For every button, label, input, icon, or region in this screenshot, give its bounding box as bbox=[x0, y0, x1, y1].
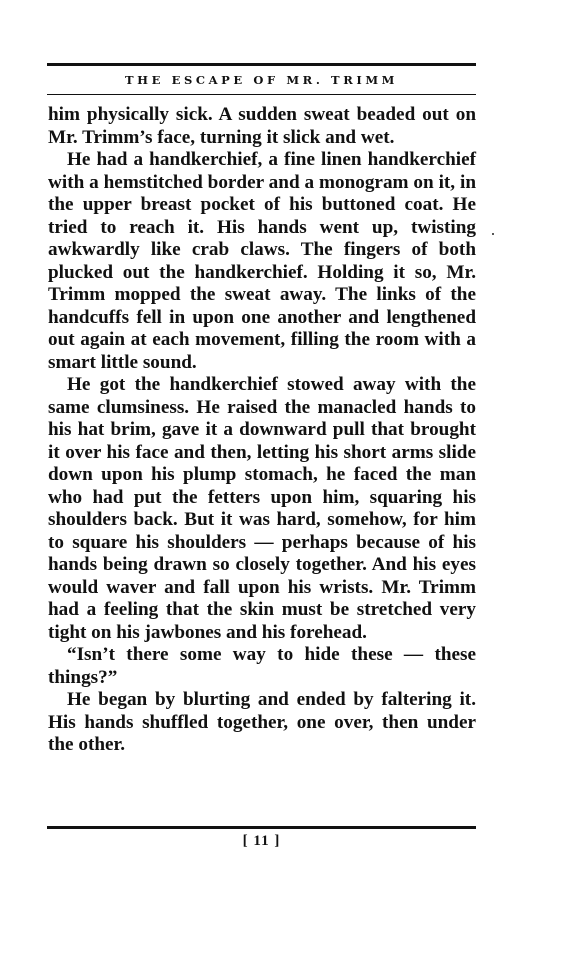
footer-rule bbox=[47, 826, 476, 829]
print-speck bbox=[492, 233, 494, 235]
paragraph-dialogue: “Isn’t there some way to hide these — these things?” bbox=[48, 644, 476, 688]
running-head: THE ESCAPE OF MR. TRIMM bbox=[125, 73, 398, 87]
paragraph: He had a handkerchief, a fine linen handkerchief with a hemstitched border and a monogram on it, in the upper breast pocket of his buttoned coat. He tried to reach it. His hands went up, twisting awkwardly like crab claws. The fingers of both plucked out the handkerchief. Holding it so, Mr. Trimm mopped the sweat away. The links of the handcuffs fell in upon one another and lengthened out again at each movement, filling the room with a smart little sound. bbox=[48, 149, 476, 373]
paragraph: He got the handkerchief stowed away with the same clumsiness. He raised the manacled hands to his hat brim, gave it a downward pull that brought it over his face and then, letting his short arms slide down upon his plump stomach, he faced the man who had put the fetters upon him, squaring his shoulders back. But it was hard, somehow, for him to square his shoulders — perhaps because of his hands being drawn so closely together. And his eyes would waver and fall upon his wrists. Mr. Trimm had a feeling that the skin must be stretched very tight on his jawbones and his forehead. bbox=[48, 374, 476, 643]
body-text bbox=[48, 104, 476, 757]
paragraph-continued: him physically sick. A sudden sweat beaded out on Mr. Trimm’s face, turning it slick and wet. bbox=[48, 104, 476, 148]
header-rule-top bbox=[47, 63, 476, 66]
paragraph: He began by blurting and ended by faltering it. His hands shuffled together, one over, then under the other. bbox=[48, 689, 476, 755]
page-number: [ 11 ] bbox=[242, 833, 281, 849]
header-rule-bottom bbox=[47, 94, 476, 95]
